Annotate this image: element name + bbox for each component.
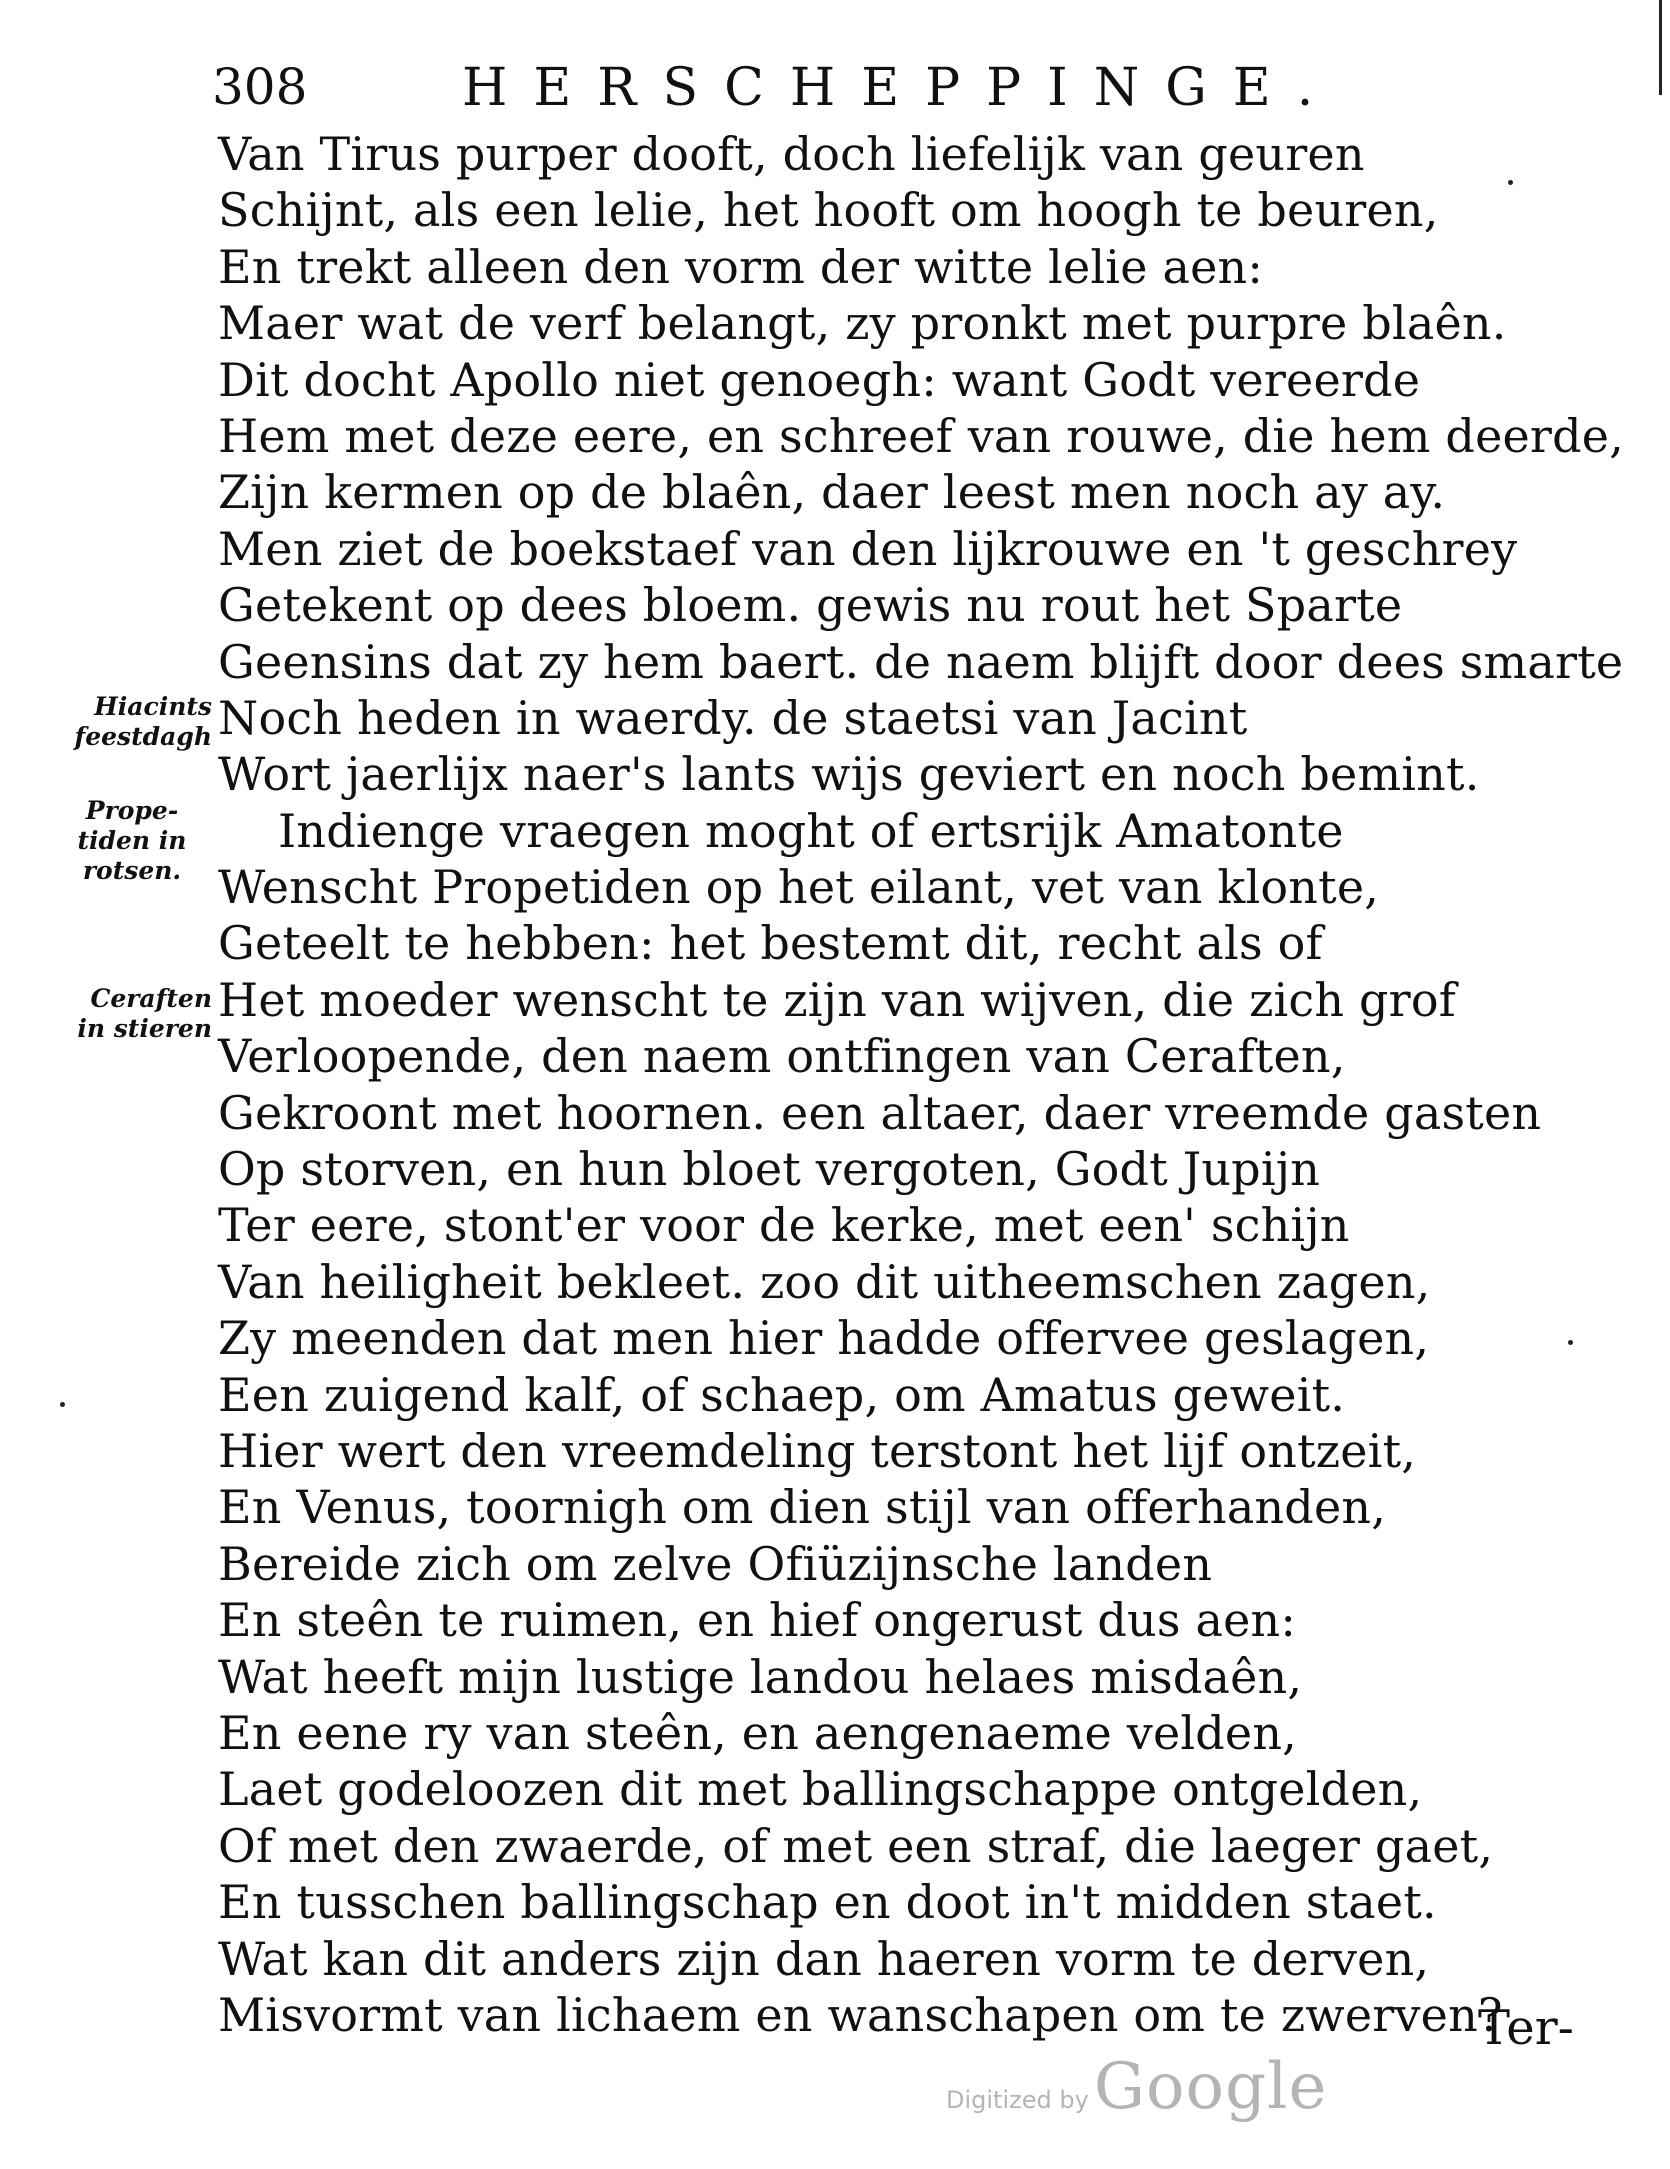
poem-line: En trekt alleen den vorm der witte lelie aen: — [218, 239, 1264, 294]
poem-line: Verloopende, den naem ontfingen van Ceraften, — [218, 1029, 1346, 1084]
page-header — [212, 58, 1352, 118]
poem-line: Schijnt, als een lelie, het hooft om hoogh te beuren, — [218, 183, 1439, 238]
poem-line: Hem met deze eere, en schreef van rouwe, die hem deerde, — [218, 408, 1625, 463]
poem-line: Op storven, en hun bloet vergoten, Godt Jupijn — [218, 1142, 1321, 1197]
margin-note-line: tiden in — [77, 826, 187, 855]
ink-speck — [60, 1402, 65, 1407]
margin-note-propetiden — [52, 796, 212, 886]
poem-line: Hier wert den vreemdeling terstont het lijf ontzeit, — [218, 1423, 1417, 1478]
poem-line: Laet godeloozen dit met ballingschappe ontgelden, — [218, 1762, 1423, 1817]
margin-note-ceraften — [52, 984, 212, 1044]
poem-line: En Venus, toornigh om dien stijl van offerhanden, — [218, 1480, 1387, 1535]
margin-note-line: in stieren — [77, 1014, 212, 1043]
margin-note-line: Hiacints — [94, 692, 212, 721]
poem-line: Wat kan dit anders zijn dan haeren vorm te derven, — [218, 1931, 1430, 1986]
margin-note-line: Prope- — [85, 796, 179, 825]
poem-line: Wort jaerlijx naer's lants wijs geviert en noch bemint. — [218, 747, 1480, 802]
poem-line: Dit docht Apollo niet genoegh: want Godt vereerde — [218, 352, 1421, 407]
poem-line: Men ziet de boekstaef van den lijkrouwe en 't geschrey — [218, 521, 1518, 576]
poem-line: Het moeder wenscht te zijn van wijven, die zich grof — [218, 972, 1456, 1027]
page-edge-shadow — [1659, 0, 1662, 95]
poem-line: En steên te ruimen, en hief ongerust dus aen: — [218, 1593, 1297, 1648]
poem-line: Van Tirus purper dooft, doch liefelijk van geuren — [218, 127, 1365, 181]
poem-line: En eene ry van steên, en aengenaeme velden, — [218, 1705, 1297, 1760]
poem-line: Noch heden in waerdy. de staetsi van Jacint — [218, 690, 1248, 745]
poem-text — [218, 126, 1624, 2043]
poem-line: Zijn kermen op de blaên, daer leest men noch ay ay. — [218, 465, 1446, 520]
margin-note-hiacints — [52, 692, 212, 752]
poem-line: Of met den zwaerde, of met een straf, die laeger gaet, — [218, 1818, 1494, 1873]
margin-note-line: Ceraften — [90, 984, 212, 1013]
digitized-watermark — [946, 2050, 1327, 2124]
running-title: HERSCHEPPINGE. — [462, 58, 1340, 118]
poem-line: Van heiligheit bekleet. zoo dit uitheemschen zagen, — [218, 1254, 1431, 1309]
margin-note-line: rotsen. — [82, 856, 182, 885]
watermark-prefix: Digitized by — [946, 2086, 1089, 2114]
poem-line: Misvormt van lichaem en wanschapen om te zwerven? — [218, 1987, 1503, 2042]
poem-line: Wat heeft mijn lustige landou helaes misdaên, — [218, 1649, 1303, 1704]
google-logo: Google — [1093, 2050, 1328, 2124]
poem-line: Zy meenden dat men hier hadde offervee geslagen, — [218, 1311, 1430, 1366]
poem-line: Indienge vraegen moght of ertsrijk Amatonte — [278, 803, 1344, 858]
poem-line: Geteelt te hebben: het bestemt dit, recht als of — [218, 916, 1323, 971]
poem-line: Wenscht Propetiden op het eilant, vet van klonte, — [218, 860, 1380, 915]
poem-line: Ter eere, stont'er voor de kerke, met een' schijn — [218, 1198, 1350, 1253]
poem-line: Maer wat de verf belangt, zy pronkt met purpre blaên. — [218, 296, 1507, 351]
page-number: 308 — [212, 58, 308, 116]
margin-note-line: feestdagh — [74, 722, 212, 751]
poem-line: Gekroont met hoornen. een altaer, daer vreemde gasten — [218, 1085, 1542, 1140]
poem-line: Bereide zich om zelve Ofiüzijnsche landen — [218, 1536, 1213, 1591]
poem-line: Getekent op dees bloem. gewis nu rout het Sparte — [218, 578, 1403, 633]
catchword: Ter- — [1478, 2000, 1574, 2056]
poem-line: En tusschen ballingschap en doot in't midden staet. — [218, 1875, 1437, 1930]
poem-line: Een zuigend kalf, of schaep, om Amatus geweit. — [218, 1367, 1346, 1422]
poem-line: Geensins dat zy hem baert. de naem blijft door dees smarte — [218, 634, 1624, 689]
